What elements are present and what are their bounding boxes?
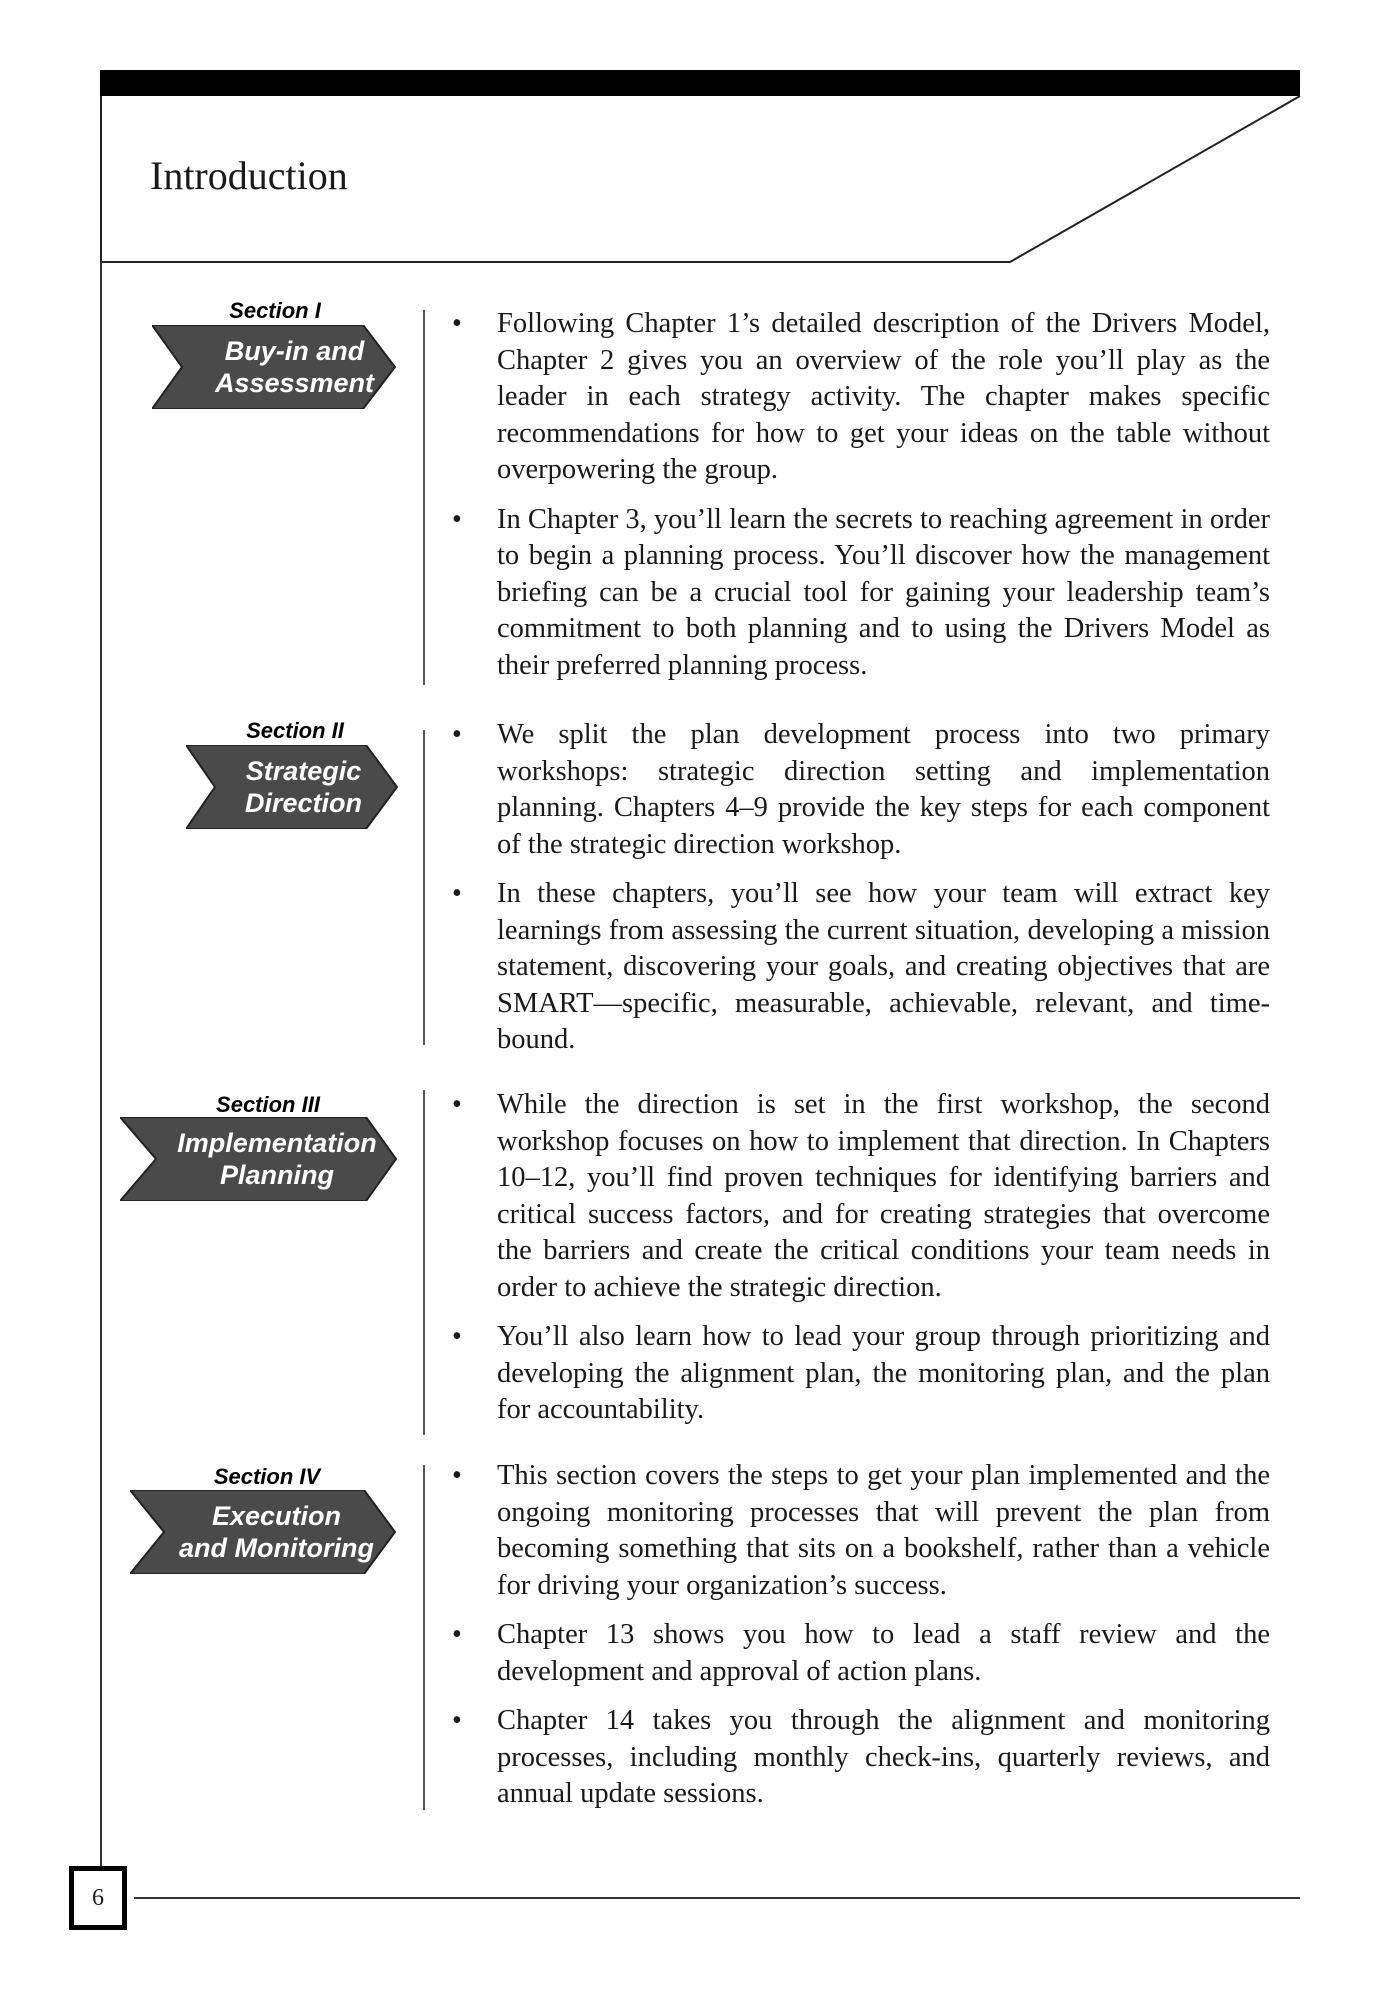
footer-rule bbox=[134, 1897, 1300, 1899]
badge-line: Planning bbox=[220, 1160, 334, 1190]
bullet-dot: • bbox=[452, 1089, 462, 1120]
badge-line: Assessment bbox=[214, 368, 375, 398]
bullet-item: • We split the plan development process into two primary workshops: strategic direction setting and implementation planning. Chapters 4–9 provide the key steps for each component of the strategic direction workshop. bbox=[452, 719, 1270, 860]
bullet-dot: • bbox=[452, 719, 462, 750]
bullet-dot: • bbox=[452, 878, 462, 909]
page-number: 6 bbox=[69, 1866, 127, 1930]
bullet-dot: • bbox=[452, 503, 462, 535]
section-badge bbox=[120, 1117, 398, 1201]
bullet-dot: • bbox=[452, 1619, 462, 1650]
section-badge bbox=[152, 325, 397, 409]
bullet-item: • Chapter 14 takes you through the alignment and monitoring processes, including monthly check-ins, quarterly reviews, and annual update sessions. bbox=[452, 1705, 1270, 1809]
bullet-dot: • bbox=[452, 308, 462, 339]
bullet-item: • In these chapters, you’ll see how your team will extract key learnings from assessing the current situation, developing a mission statement, discovering your goals, and creating objectives that are SMART—specific, measurable, achievable, relevant, and time-bound. bbox=[452, 878, 1270, 1055]
bullet-item: • You’ll also learn how to lead your group through prioritizing and developing the alignment plan, the monitoring plan, and the plan for accountability. bbox=[452, 1321, 1270, 1425]
section-label: Section I bbox=[229, 298, 321, 323]
bullet-item: • Following Chapter 1’s detailed description of the Drivers Model, Chapter 2 gives you an overview of the role you’ll play as the leader in each strategy activity. The chapter makes specific recommendations for how to get your ideas on the table without overpowering the group. bbox=[452, 308, 1270, 485]
section-bullets bbox=[440, 306, 1270, 697]
bullet-dot: • bbox=[452, 1705, 462, 1736]
bullet-item: • In Chapter 3, you’ll learn the secrets to reaching agreement in order to begin a planning process. You’ll discover how the management briefing can be a crucial tool for gaining your leadership team’s commitment to both planning and to using the Drivers Model as their preferred planning process. bbox=[452, 503, 1270, 681]
section-divider bbox=[423, 1465, 425, 1810]
section-label: Section IV bbox=[213, 1464, 321, 1489]
badge-line: Execution bbox=[211, 1501, 342, 1531]
section-bullets bbox=[440, 1087, 1270, 1442]
section-label: Section II bbox=[246, 718, 344, 743]
section-divider bbox=[423, 310, 425, 685]
section-badge bbox=[186, 745, 399, 829]
badge-line: and Monitoring bbox=[179, 1533, 374, 1563]
badge-line: Buy-in and bbox=[224, 336, 365, 366]
bullet-dot: • bbox=[452, 1321, 462, 1352]
section-bullets bbox=[440, 1458, 1270, 1826]
section-bullets bbox=[440, 717, 1270, 1072]
bullet-dot: • bbox=[452, 1460, 462, 1491]
section-badge bbox=[130, 1490, 397, 1574]
bullet-item: • This section covers the steps to get your plan implemented and the ongoing monitoring processes that will prevent the plan from becoming something that sits on a bookshelf, rather than a vehicle for driving your organization’s success. bbox=[452, 1460, 1270, 1601]
section-label: Section III bbox=[216, 1092, 320, 1117]
badge-line: Implementation bbox=[177, 1128, 377, 1158]
bullet-item: • Chapter 13 shows you how to lead a staff review and the development and approval of action plans. bbox=[452, 1619, 1270, 1687]
section-divider bbox=[423, 730, 425, 1045]
header-frame bbox=[0, 0, 1400, 300]
badge-line: Direction bbox=[244, 788, 363, 818]
left-margin-rule bbox=[100, 262, 102, 1872]
section-divider bbox=[423, 1090, 425, 1435]
page-title: Introduction bbox=[150, 153, 348, 198]
badge-line: Strategic bbox=[245, 756, 362, 786]
bullet-item: • While the direction is set in the first workshop, the second workshop focuses on how to implement that direction. In Chapters 10–12, you’ll find proven techniques for identifying barriers and critical success factors, and for creating strategies that overcome the barriers and create the critical conditions your team needs in order to achieve the strategic direction. bbox=[452, 1089, 1270, 1303]
